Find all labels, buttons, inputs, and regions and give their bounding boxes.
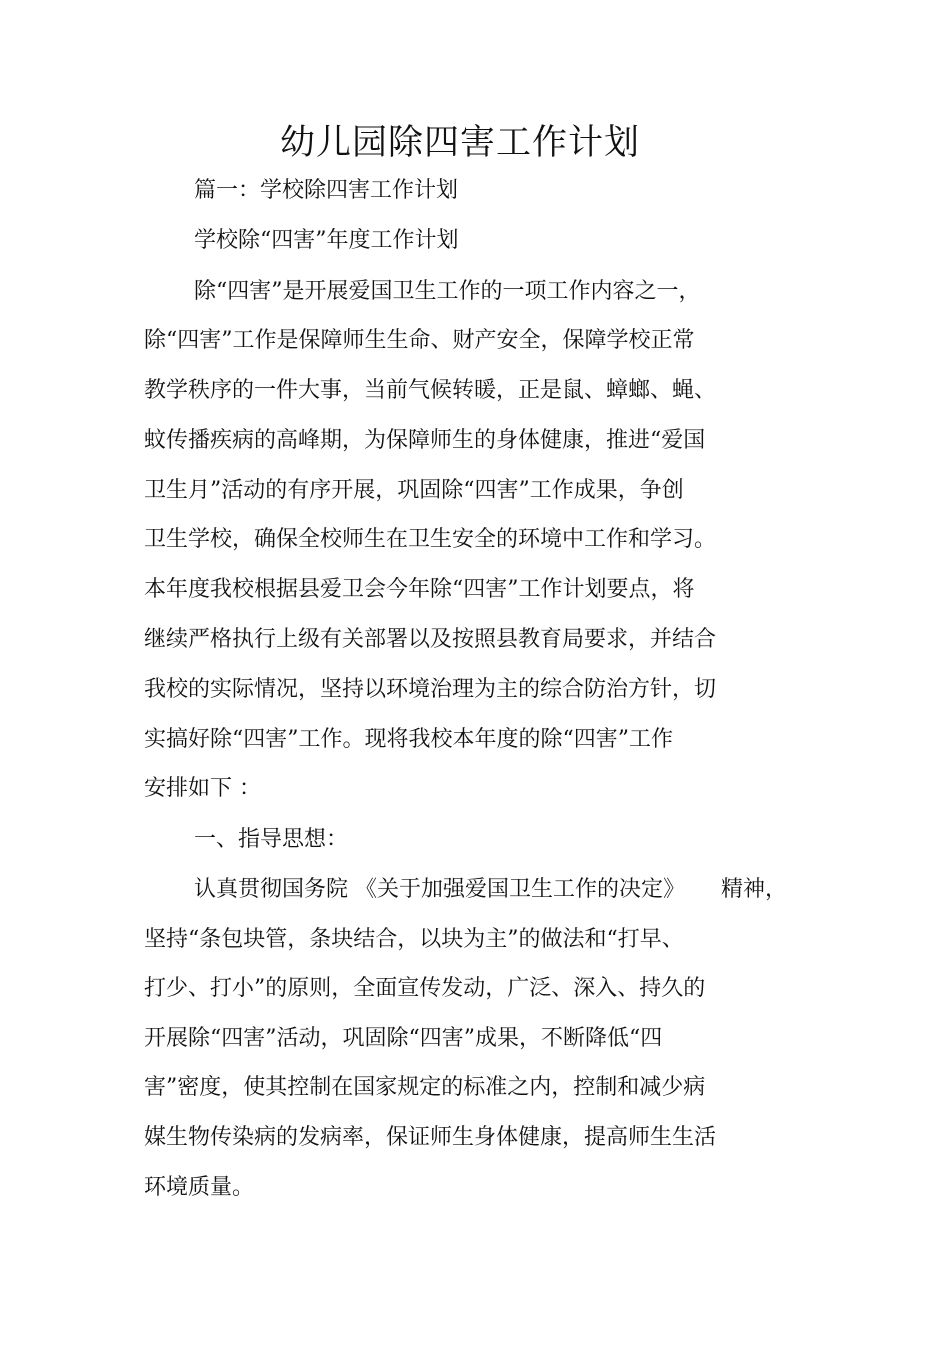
paragraph-line: 开展除“四害”活动，巩固除“四害”成果，不断降低“四 (144, 1026, 663, 1051)
paragraph-line-part: 精神， (721, 877, 788, 902)
paragraph-line: 本年度我校根据县爱卫会今年除“四害”工作计划要点，将 (144, 577, 695, 602)
paragraph-line: 我校的实际情况，坚持以环境治理为主的综合防治方针，切 (144, 677, 717, 702)
paragraph-line: 安排如下 ： (144, 776, 261, 801)
subtitle: 篇一：学校除四害工作计划 (194, 178, 459, 203)
paragraph-line: 坚持“条包块管，条块结合，以块为主”的做法和“打早、 (144, 927, 684, 952)
paragraph-line: 卫生学校，确保全校师生在卫生安全的环境中工作和学习。 (144, 527, 717, 552)
paragraph-line: 蚊传播疾病的高峰期，为保障师生的身体健康，推进“爱国 (144, 428, 706, 453)
section-heading: 一、指导思想： (194, 827, 349, 852)
paragraph-line: 害”密度，使其控制在国家规定的标准之内，控制和减少病 (144, 1075, 706, 1100)
paragraph-line: 除“四害”工作是保障师生生命、财产安全，保障学校正常 (144, 328, 695, 353)
paragraph-line: 媒生物传染病的发病率，保证师生身体健康，提高师生生活 (144, 1125, 717, 1150)
heading: 学校除“四害”年度工作计划 (194, 228, 459, 253)
paragraph-line: 打少、打小”的原则，全面宣传发动，广泛、深入、持久的 (144, 976, 706, 1001)
document-title: 幼儿园除四害工作计划 (279, 123, 640, 163)
paragraph-line (194, 875, 787, 905)
paragraph-line: 教学秩序的一件大事，当前气候转暖，正是鼠、蟑螂、蝇、 (144, 378, 717, 403)
paragraph-line: 卫生月”活动的有序开展，巩固除“四害”工作成果，争创 (144, 478, 684, 503)
paragraph-line: 实搞好除“四害”工作。现将我校本年度的除“四害”工作 (144, 727, 673, 752)
paragraph-line: 继续严格执行上级有关部署以及按照县教育局要求，并结合 (144, 627, 717, 652)
paragraph-line: 除“四害”是开展爱国卫生工作的一项工作内容之一， (194, 279, 701, 304)
paragraph-line-part: 认真贯彻国务院 《关于加强爱国卫生工作的决定》 (194, 877, 685, 902)
paragraph-line: 环境质量。 (144, 1175, 255, 1200)
